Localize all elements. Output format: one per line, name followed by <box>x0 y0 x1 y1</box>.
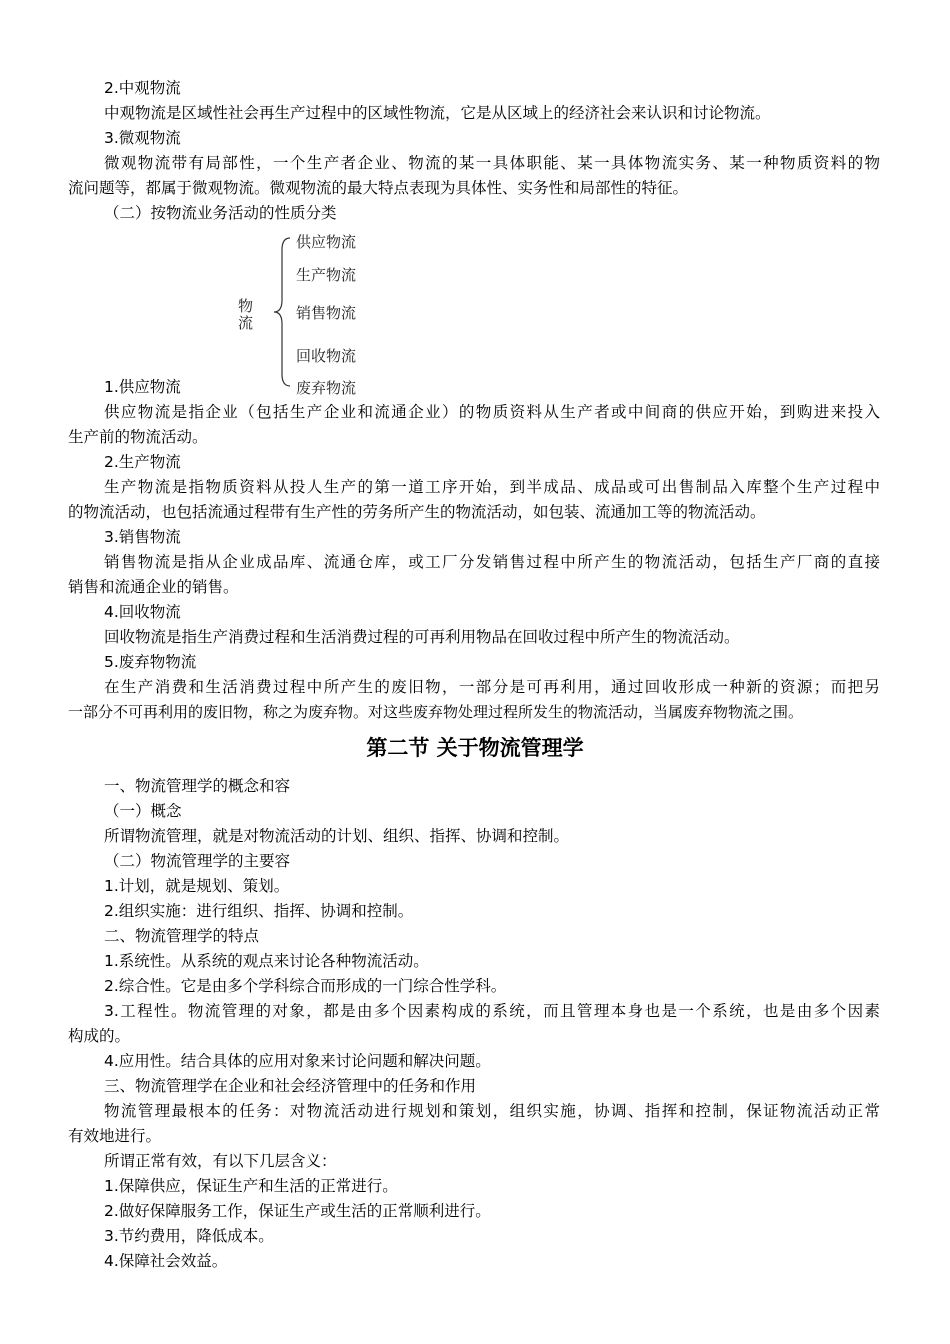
paragraph-production-line1: 生产物流是指物质资料从投人生产的第一道工序开始，到半成品、成品或可出售制品入库整个生产过程中 <box>104 478 880 496</box>
paragraph-micro-logistics-line2: 流问题等，都属于微观物流。微观物流的最大特点表现为具体性、实务性和局部性的特征。 <box>68 179 689 197</box>
heading-concept-content: 一、物流管理学的概念和容 <box>104 777 291 795</box>
heading-sales-logistics: 3.销售物流 <box>104 528 181 546</box>
heading-classification: （二）按物流业务活动的性质分类 <box>104 204 337 222</box>
diagram-item-waste: 废弃物流 <box>296 379 357 397</box>
chapter-title: 第二节 关于物流管理学 <box>366 736 584 760</box>
paragraph-task-line2: 有效地进行。 <box>68 1127 162 1145</box>
list-item-systemic: 1.系统性。从系统的观点来讨论各种物流活动。 <box>104 952 429 970</box>
heading-recycle-logistics: 4.回收物流 <box>104 603 181 621</box>
list-item-meaning-3: 3.节约费用，降低成本。 <box>104 1227 274 1245</box>
heading-main-content: （二）物流管理学的主要容 <box>104 852 291 870</box>
diagram-brace <box>270 236 294 388</box>
heading-waste-logistics: 5.废弃物物流 <box>104 653 197 671</box>
heading-micro-logistics: 3.微观物流 <box>104 129 181 147</box>
paragraph-recycle: 回收物流是指生产消费过程和生活消费过程的可再利用物品在回收过程中所产生的物流活动。 <box>104 628 740 646</box>
paragraph-concept: 所谓物流管理，就是对物流活动的计划、组织、指挥、协调和控制。 <box>104 827 570 845</box>
diagram-root-char-1: 物 <box>238 297 254 315</box>
list-item-meaning-2: 2.做好保障服务工作，保证生产或生活的正常顺利进行。 <box>104 1202 491 1220</box>
list-item-engineering-line2: 构成的。 <box>68 1027 131 1045</box>
list-item-meaning-4: 4.保障社会效益。 <box>104 1252 228 1270</box>
paragraph-micro-logistics-line1: 微观物流带有局部性，一个生产者企业、物流的某一具体职能、某一具体物流实务、某一种物质资料的物 <box>104 154 880 172</box>
paragraph-task-line1: 物流管理最根本的任务：对物流活动进行规划和策划，组织实施，协调、指挥和控制，保证物流活动正常 <box>104 1102 880 1120</box>
heading-concept: （一）概念 <box>104 802 182 820</box>
list-item-organize: 2.组织实施：进行组织、指挥、协调和控制。 <box>104 902 414 920</box>
diagram-item-supply: 供应物流 <box>296 233 357 251</box>
paragraph-supply-line2: 生产前的物流活动。 <box>68 428 208 446</box>
paragraph-waste-line2: 一部分不可再利用的废旧物，称之为废弃物。对这些废弃物处理过程所发生的物流活动，当属废弃物物流之围。 <box>68 703 804 721</box>
heading-supply-logistics: 1.供应物流 <box>104 378 181 396</box>
paragraph-sales-line1: 销售物流是指从企业成品库、流通仓库，或工厂分发销售过程中所产生的物流活动，包括生产厂商的直接 <box>104 553 880 571</box>
paragraph-production-line2: 的物流活动，也包括流通过程带有生产性的劳务所产生的物流活动，如包装、流通加工等的物流活动。 <box>68 503 766 521</box>
diagram-item-sales: 销售物流 <box>296 304 357 322</box>
paragraph-meaning: 所谓正常有效，有以下几层含义： <box>104 1152 337 1170</box>
heading-production-logistics: 2.生产物流 <box>104 453 181 471</box>
paragraph-sales-line2: 销售和流通企业的销售。 <box>68 578 239 596</box>
diagram-item-production: 生产物流 <box>296 266 357 284</box>
diagram-item-recycle: 回收物流 <box>296 347 357 365</box>
paragraph-meso-logistics: 中观物流是区域性社会再生产过程中的区域性物流，它是从区域上的经济社会来认识和讨论物流。 <box>104 104 771 122</box>
paragraph-waste-line1: 在生产消费和生活消费过程中所产生的废旧物，一部分是可再利用，通过回收形成一种新的资源；而把另 <box>104 678 880 696</box>
list-item-comprehensive: 2.综合性。它是由多个学科综合而形成的一门综合性学科。 <box>104 977 507 995</box>
heading-meso-logistics: 2.中观物流 <box>104 79 181 97</box>
paragraph-supply-line1: 供应物流是指企业（包括生产企业和流通企业）的物质资料从生产者或中间商的供应开始，到购进来投入 <box>104 403 880 421</box>
heading-features: 二、物流管理学的特点 <box>104 927 260 945</box>
list-item-plan: 1.计划，就是规划、策划。 <box>104 877 290 895</box>
list-item-engineering-line1: 3.工程性。物流管理的对象，都是由多个因素构成的系统，而且管理本身也是一个系统，也是由多个因素 <box>104 1002 880 1020</box>
heading-tasks: 三、物流管理学在企业和社会经济管理中的任务和作用 <box>104 1077 477 1095</box>
list-item-applied: 4.应用性。结合具体的应用对象来讨论问题和解决问题。 <box>104 1052 491 1070</box>
diagram-root-char-2: 流 <box>238 314 254 332</box>
list-item-meaning-1: 1.保障供应，保证生产和生活的正常进行。 <box>104 1177 398 1195</box>
